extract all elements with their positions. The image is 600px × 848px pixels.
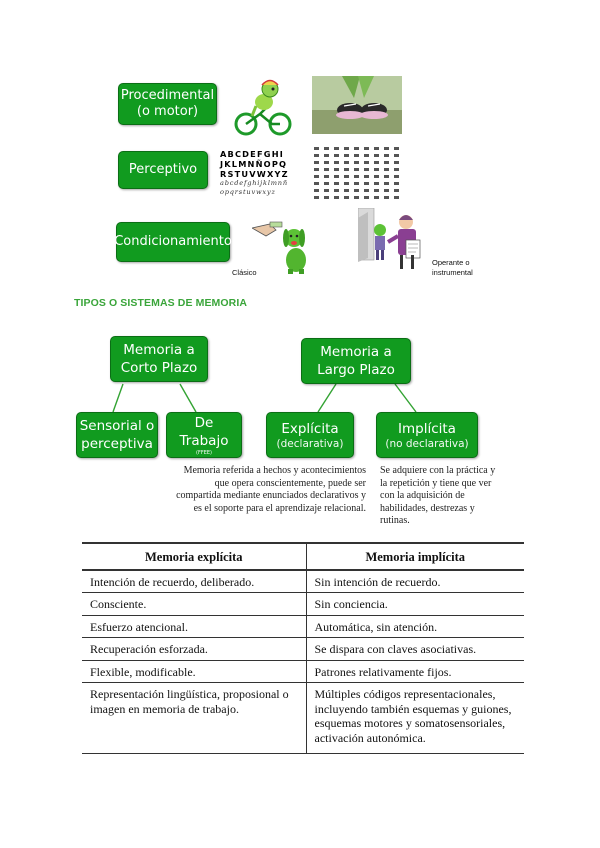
- largo-plazo-label: Memoria a Largo Plazo: [317, 344, 395, 378]
- trabajo-box: [166, 412, 242, 458]
- table-row: [82, 570, 524, 593]
- corto-plazo-label: Memoria a Corto Plazo: [120, 342, 198, 376]
- table-row: [82, 593, 524, 616]
- alphabet-italic-line: abcdefghijklmnñ: [220, 179, 288, 187]
- perceptivo-label: Perceptivo: [128, 162, 198, 177]
- alphabet-italic-line: opqrstuvwxyz: [220, 188, 276, 196]
- cell-explicita: Consciente.: [82, 593, 306, 616]
- procedimental-label: Procedimental (o motor): [120, 88, 215, 119]
- alphabet-line: JKLMNÑOPQ: [220, 159, 288, 169]
- sensorial-label: Sensorial o perceptiva: [79, 418, 155, 452]
- implicita-description: Se adquiere con la práctica y la repetición y tiene que ver con la adquisición de habilidades, destrezas y rutinas.: [380, 465, 496, 527]
- explicita-label: Explícita: [281, 420, 339, 437]
- section-title: TIPOS O SISTEMAS DE MEMORIA: [74, 297, 248, 309]
- largo-plazo-box: [301, 338, 411, 384]
- explicita-sub-label: (declarativa): [276, 437, 344, 450]
- table-row: [82, 615, 524, 638]
- implicita-label: Implícita: [398, 420, 456, 437]
- trabajo-label: De Trabajo: [179, 415, 229, 449]
- explicita-description: Memoria referida a hechos y acontecimientos que opera conscientemente, puede ser compartida mediante enunciados declarativos y es el soporte para el aprendizaje relacional.: [176, 465, 366, 514]
- cell-explicita: Esfuerzo atencional.: [82, 615, 306, 638]
- cell-implicita: Automática, sin atención.: [306, 615, 524, 638]
- table-row: [82, 660, 524, 683]
- cell-explicita: Flexible, modificable.: [82, 660, 306, 683]
- table-row: [82, 683, 524, 754]
- caption-operante-line: Operante o: [432, 258, 470, 267]
- alphabet-line: RSTUVWXYZ: [220, 169, 289, 179]
- comparison-table: [82, 542, 524, 754]
- caption-operante-line: instrumental: [432, 268, 473, 277]
- cell-implicita: Sin intención de recuerdo.: [306, 570, 524, 593]
- cell-implicita: Se dispara con claves asociativas.: [306, 638, 524, 661]
- header-explicita: Memoria explícita: [82, 543, 306, 570]
- implicita-sub-label: (no declarativa): [385, 437, 469, 450]
- cell-implicita: Sin conciencia.: [306, 593, 524, 616]
- cell-explicita: Representación lingüística, proposional o imagen en memoria de trabajo.: [82, 683, 306, 754]
- cell-explicita: Recuperación esforzada.: [82, 638, 306, 661]
- sensorial-box: [76, 412, 158, 458]
- alphabet-line: ABCDEFGHI: [220, 149, 284, 159]
- implicita-box: [376, 412, 478, 458]
- table-row: [82, 638, 524, 661]
- cell-explicita: Intención de recuerdo, deliberado.: [82, 570, 306, 593]
- cell-implicita: Patrones relativamente fijos.: [306, 660, 524, 683]
- explicita-box: [266, 412, 354, 458]
- caption-clasico: Clásico: [232, 268, 257, 277]
- table-header-row: [82, 543, 524, 570]
- condicionamiento-label: Condicionamiento: [114, 234, 232, 249]
- corto-plazo-box: [110, 336, 208, 382]
- cell-implicita: Múltiples códigos representacionales, incluyendo también esquemas y guiones, esquemas motores y somatosensoriales, activación autonómica.: [306, 683, 524, 754]
- header-implicita: Memoria implícita: [306, 543, 524, 570]
- trabajo-small-label: (FFEE): [196, 450, 212, 456]
